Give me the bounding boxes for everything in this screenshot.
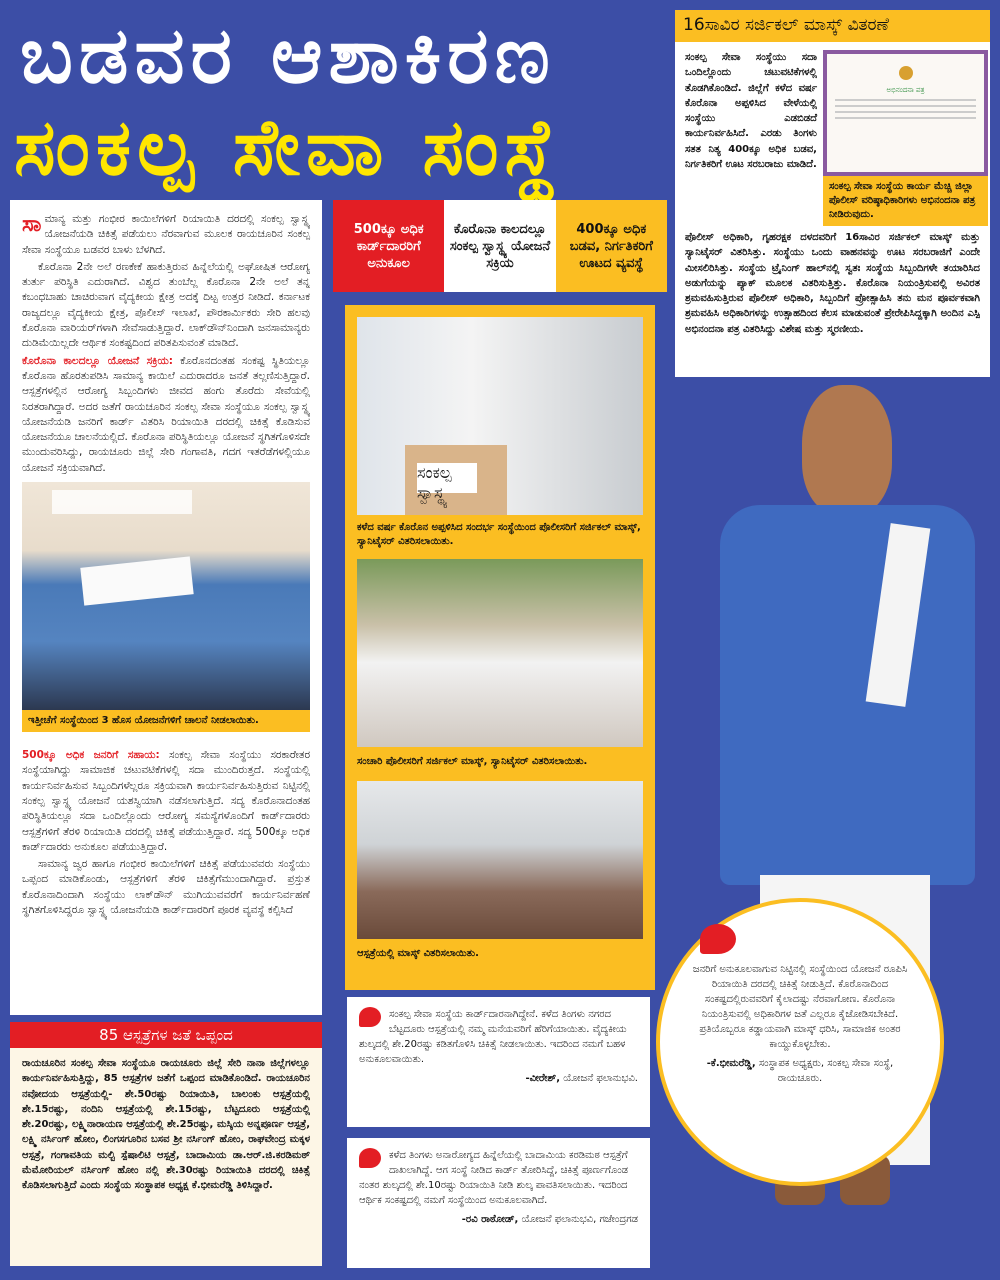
emblem-icon: [899, 66, 913, 80]
quote-author: -ರವಿ ರಾಠೋಡ್,: [461, 1214, 519, 1225]
drop-cap: ಸಾ: [22, 212, 42, 237]
hospitals-heading: 85 ಆಸ್ಪತ್ರೆಗಳ ಜತೆ ಒಪ್ಪಂದ: [10, 1022, 322, 1048]
paragraph: ಸಂಕಲ್ಪ ಸೇವಾ ಸಂಸ್ಥೆಯು ಸರಕಾರೇತರ ಸಂಸ್ಥೆಯಾಗಿದ್ದು ಸಾಮಾಜಿಕ ಚಟುವಟಿಕೆಗಳಲ್ಲಿ ಸದಾ ಮುಂದಿರುತ್ತದೆ. ಸಂಸ್ಥೆಯಲ್ಲಿ ಕಾರ್ಯನಿರ್ವಹಿಸುವ ಸಿಬ್ಬಂದಿಗಳೆಲ್ಲರೂ ಸಕ್ರಿಯವಾಗಿ ಕಾರ್ಯನಿರ್ವಹಿಸುತ್ತಿರುವ ನಿಟ್ಟಿನಲ್ಲಿ ಸಂಕಲ್ಪ ಸ್ವಾಸ್ಥ್ಯ ಯೋಜನೆ ಯಶಸ್ವಿಯಾಗಿ ನಡೆಸಲಾಗುತ್ತಿದೆ. ಸದ್ಯ ಕೊರೊನಾದಂತಹ ಪರಿಸ್ಥಿತಿಯಲ್ಲೂ ಸದಾ ಒಂದಿಲ್ಲೊಂದು ಆರೋಗ್ಯ ಸಮಸ್ಯೆಗಳೊಂದಿಗೆ ಕಾರ್ಡ್‌ದಾರರು ಆಸ್ಪತ್ರೆಗಳಿಗೆ ತೆರಳಿ ರಿಯಾಯಿತಿ ದರದಲ್ಲಿ ಚಿಕಿತ್ಸೆ ಪಡೆಯುತ್ತಿದ್ದಾರೆ. ಸದ್ಯ 500ಕ್ಕೂ ಅಧಿಕ ಕಾರ್ಡ್‌ದಾರರು ಅನುಕೂಲ ಪಡೆಯುತ್ತಿದ್ದಾರೆ.: [22, 749, 311, 853]
speech-bubble-icon: [359, 1148, 381, 1168]
left-article: [10, 200, 322, 1015]
hospitals-box: [10, 1022, 322, 1266]
founder-quote-text: ಜನರಿಗೆ ಅನುಕೂಲವಾಗುವ ನಿಟ್ಟಿನಲ್ಲಿ ಸಂಸ್ಥೆಯಿಂದ ಯೋಜನೆ ರೂಪಿಸಿ ರಿಯಾಯಿತಿ ದರದಲ್ಲಿ ಚಿಕಿತ್ಸೆ ನೀಡುತ್ತಿದೆ. ಕೊರೊನಾದಿಂದ ಸಂಕಷ್ಟದಲ್ಲಿರುವವರಿಗೆ ಕೈಲಾದಷ್ಟು ನೆರವಾಗೋಣ. ಕೊರೊನಾ ನಿಯಂತ್ರಿಸುವಲ್ಲಿ ಅಧಿಕಾರಿಗಳ ಜತೆ ಎಲ್ಲರೂ ಕೈಜೋಡಿಸಬೇಕಿದೆ. ಪ್ರತಿಯೊಬ್ಬರೂ ಕಡ್ಡಾಯವಾಗಿ ಮಾಸ್ಕ್ ಧರಿಸಿ, ಸಾಮಾಜಿಕ ಅಂತರ ಕಾಯ್ದುಕೊಳ್ಳಬೇಕು.: [692, 964, 908, 1050]
headline-line2: ಸಂಕಲ್ಪ ಸೇವಾ ಸಂಸ್ಥೆ: [14, 103, 563, 193]
paragraph: ಪೊಲೀಸ್ ಅಧಿಕಾರಿ, ಗೃಹರಕ್ಷಕ ದಳದವರಿಗೆ 16ಸಾವಿರ ಸರ್ಜಿಕಲ್ ಮಾಸ್ಕ್ ಮತ್ತು ಸ್ಯಾನಿಟೈಸರ್ ವಿತರಿಸಿತ್ತು. ಸಂಸ್ಥೆಯು ಒಂದು ವಾಹನವನ್ನು ಊಟ ಸರಬರಾಜಿಗೆ ಎಂದೇ ಮೀಸಲಿರಿಸಿತ್ತು. ಸಂಸ್ಥೆಯ ಟ್ರೈನಿಂಗ್ ಹಾಲ್‌ನಲ್ಲಿ ಸ್ವತಃ ಸಂಸ್ಥೆಯ ಸಿಬ್ಬಂದಿಗಳೇ ತಯಾರಿಸಿದ ಅಡುಗೆಯನ್ನು ಪ್ಯಾಕ್ ಮೂಲಕ ವಿತರಿಸುತ್ತಿತ್ತು. ಕೊರೊನಾ ನಿಯಂತ್ರಿಸುವಲ್ಲಿ ಅವಿರತ ಶ್ರಮವಹಿಸುತ್ತಿರುವ ಪೊಲೀಸ್ ಅಧಿಕಾರಿ, ಸಿಬ್ಬಂದಿಗೆ ಪ್ರೋತ್ಸಾಹಿಸಿ ತನು ಮನ ಪೂರ್ವಕವಾಗಿ ಶ್ರಮವಹಿಸಿ ಅಧಿಕಾರಿಗಳನ್ನು ಉತ್ಸಾಹದಿಂದ ಕೆಲಸ ಮಾಡುವಂತೆ ಪ್ರೇರೇಪಿಸಿದ್ದಕ್ಕಾಗಿ ಅಂದಿನ ಎಸ್ಪಿ ಅಭಿನಂದನಾ ಪತ್ರ ವಿತರಿಸಿದ್ದು ವಿಶೇಷ ಮತ್ತು ಸ್ಮರಣೀಯ.: [685, 232, 980, 335]
founder-role: ಸಂಸ್ಥಾಪಕ ಅಧ್ಯಕ್ಷರು, ಸಂಕಲ್ಪ ಸೇವಾ ಸಂಸ್ಥೆ, ರಾಯಚೂರು.: [758, 1058, 894, 1084]
highlight-corona: ಕೊರೊನಾ ಕಾಲದಲ್ಲೂ ಸಂಕಲ್ಪ ಸ್ವಾಸ್ಥ್ಯ ಯೋಜನೆ ಸಕ್ರಿಯ: [444, 200, 555, 292]
quote-role: ಯೋಜನೆ ಫಲಾನುಭವಿ, ಗಜೇಂದ್ರಗಡ: [521, 1214, 638, 1225]
quote-text: ಸಂಕಲ್ಪ ಸೇವಾ ಸಂಸ್ಥೆಯ ಕಾರ್ಡ್‌ದಾರನಾಗಿದ್ದೇನೆ. ಕಳೆದ ತಿಂಗಳು ನಗರದ ಬೆಟ್ಟದೂರು ಆಸ್ಪತ್ರೆಯಲ್ಲಿ ನಮ್ಮ ಮನೆಯವರಿಗೆ ಹೆರಿಗೆಯಾಯಿತು. ವೈದ್ಯಕೀಯ ಶುಲ್ಕದಲ್ಲಿ ಶೇ.20ರಷ್ಟು ಕಡಿತಗೊಳಿಸಿ ಚಿಕಿತ್ಸೆ ನೀಡಲಾಯಿತು. ಇದರಿಂದ ನಮಗೆ ಬಹಳ ಅನುಕೂಲವಾಯಿತು.: [359, 1009, 627, 1065]
subheading: ಕೊರೊನಾ ಕಾಲದಲ್ಲೂ ಯೋಜನೆ ಸಕ್ರಿಯ:: [22, 354, 173, 367]
speech-bubble-icon: [359, 1007, 381, 1027]
paragraph: ಕೊರೊನದಂತಹ ಸಂಕಷ್ಟ ಸ್ಥಿತಿಯಲ್ಲೂ ಕೊರೊನಾ ಹೊರತುಪಡಿಸಿ ಸಾಮಾನ್ಯ ಕಾಯಿಲೆ ಎದುರಾದರೂ ಜನತೆ ತಲ್ಲಣಿಸುತ್ತಿದ್ದಾರೆ. ಆಸ್ಪತ್ರೆಗಳಲ್ಲಿನ ಆರೋಗ್ಯ ಸಿಬ್ಬಂದಿಗಳು ಜೀವದ ಹಂಗು ತೊರೆದು ಸೇವೆಯಲ್ಲಿ ನಿರತರಾಗಿದ್ದಾರೆ. ಅದರ ಜತೆಗೆ ರಾಯಚೂರಿನ ಸಂಕಲ್ಪ ಸೇವಾ ಸಂಸ್ಥೆಯೂ ಸಂಕಲ್ಪ ಸ್ವಾಸ್ಥ್ಯ ಯೋಜನೆಯಡಿ ಜನರಿಗೆ ಕಾರ್ಡ್ ವಿತರಿಸಿ ರಿಯಾಯಿತಿ ದರದಲ್ಲಿ ಚಿಕಿತ್ಸೆ ಕೊಡಿಸುವ ಯೋಜನೆಯೂ ಚಾಲನೆಯಲ್ಲಿದೆ. ಕೊರೊನಾ ಪರಿಸ್ಥಿತಿಯಲ್ಲೂ ಯೋಜನೆ ಸ್ಥಗಿತಗೊಳಿಸದೇ ಮುಂದುವರಿಸಿದ್ದು, ರಾಯಚೂರು ಜಿಲ್ಲೆ ಸೇರಿ ಗಂಗಾವತಿ, ಗದಗ ಇತರೆಡೆಗಳಲ್ಲಿಯೂ ಯೋಜನೆ ಸಕ್ರಿಯವಾಗಿದೆ.: [22, 354, 310, 474]
speech-bubble-icon: [700, 924, 736, 954]
certificate-title: ಅಭಿನಂದನಾ ಪತ್ರ: [886, 86, 925, 94]
police-mask-photo: [357, 317, 643, 515]
founder-name: -ಕೆ.ಭೀಮರೆಡ್ಡಿ,: [706, 1058, 756, 1069]
right-heading: 16ಸಾವಿರ ಸರ್ಜಿಕಲ್ ಮಾಸ್ಕ್ ವಿತರಣೆ: [675, 10, 990, 42]
testimonial-veeresh: [347, 997, 650, 1127]
hospital-photo: [357, 781, 643, 939]
hospitals-text: ರಾಯಚೂರಿನ ಸಂಕಲ್ಪ ಸೇವಾ ಸಂಸ್ಥೆಯೂ ರಾಯಚೂರು ಜಿಲ್ಲೆ ಸೇರಿ ನಾನಾ ಜಿಲ್ಲೆಗಳಲ್ಲೂ ಕಾರ್ಯನಿರ್ವಹಿಸುತ್ತಿದ್ದು, 85 ಆಸ್ಪತ್ರೆಗಳ ಜತೆಗೆ ಒಪ್ಪಂದ ಮಾಡಿಕೊಂಡಿದೆ. ರಾಯಚೂರಿನ ನವೋದಯ ಆಸ್ಪತ್ರೆಯಲ್ಲಿ- ಶೇ.50ರಷ್ಟು ರಿಯಾಯಿತಿ, ಬಾಲಂಕು ಆಸ್ಪತ್ರೆಯಲ್ಲಿ ಶೇ.15ರಷ್ಟು, ನಂದಿನಿ ಆಸ್ಪತ್ರೆಯಲ್ಲಿ ಶೇ.15ರಷ್ಟು, ಬೆಟ್ಟದೂರು ಆಸ್ಪತ್ರೆಯಲ್ಲಿ ಶೇ.20ರಷ್ಟು, ಲಕ್ಷ್ಮಿನಾರಾಯಣ ಆಸ್ಪತ್ರೆಯಲ್ಲಿ ಶೇ.25ರಷ್ಟು, ಮಸ್ಕಿಯ ಅನ್ನಪೂರ್ಣ ಆಸ್ಪತ್ರೆ, ಲಕ್ಷ್ಮಿ ನರ್ಸಿಂಗ್ ಹೋಂ, ಲಿಂಗಸಗೂರಿನ ಬಸವ ಶ್ರೀ ನರ್ಸಿಂಗ್ ಹೋಂ, ರಾಘವೇಂದ್ರ ಮಕ್ಕಳ ಆಸ್ಪತ್ರೆ, ಗಂಗಾವತಿಯ ಮಲ್ಟಿ ಸ್ಪೆಷಾಲಿಟಿ ಆಸ್ಪತ್ರೆ, ಬಾದಾಮಿಯ ಡಾ.ಆರ್.ಜಿ.ಕರಡಿಮಠ್ ಮೆಮೋರಿಯಲ್ ನರ್ಸಿಂಗ್ ಹೋಂ ನಲ್ಲಿ ಶೇ.30ರಷ್ಟು ರಿಯಾಯಿತಿ ದರದಲ್ಲಿ ಚಿಕಿತ್ಸೆ ಕೊಡಿಸಲಾಗುತ್ತಿದೆ ಎಂದು ಸಂಸ್ಥೆಯ ಸಂಸ್ಥಾಪಕ ಅಧ್ಯಕ್ಷ ಕೆ.ಭೀಮರೆಡ್ಡಿ ತಿಳಿಸಿದ್ದಾರೆ.: [22, 1058, 310, 1192]
photo-caption: ಆಸ್ಪತ್ರೆಯಲ್ಲಿ ಮಾಸ್ಕ್ ವಿತರಿಸಲಾಯಿತು.: [357, 939, 643, 969]
photo-caption: ಸಂಚಾರಿ ಪೊಲೀಸರಿಗೆ ಸರ್ಜಿಕಲ್ ಮಾಸ್ಕ್, ಸ್ಯಾನಿಟೈಸರ್ ವಿತರಿಸಲಾಯಿತು.: [357, 747, 643, 777]
founder-quote-circle: [656, 898, 944, 1186]
quote-text: ಕಳೆದ ತಿಂಗಳು ಅನಾರೋಗ್ಯದ ಹಿನ್ನೆಲೆಯಲ್ಲಿ ಬಾದಾಮಿಯ ಕರಡಿಮಠ ಆಸ್ಪತ್ರೆಗೆ ದಾಖಲಾಗಿದ್ದೆ. ಆಗ ಸಂಸ್ಥೆ ನೀಡಿದ ಕಾರ್ಡ್ ತೋರಿಸಿದ್ದೆ, ಚಿಕಿತ್ಸೆ ಪೂರ್ಣಗೊಂಡ ನಂತರ ಶುಲ್ಕದಲ್ಲಿ ಶೇ.10ರಷ್ಟು ರಿಯಾಯಿತಿ ನೀಡಿ ಶುಲ್ಕ ಪಾವತಿಸಲಾಯಿತು. ಇದರಿಂದ ಆರ್ಥಿಕ ಸಂಕಷ್ಟದಲ್ಲಿ ನಮಗೆ ಸಂಸ್ಥೆಯಿಂದ ಅನುಕೂಲವಾಗಿದೆ.: [359, 1150, 629, 1206]
staff-group-photo: [22, 482, 310, 710]
paragraph: ಸಾಮಾನ್ಯ ಜ್ವರ ಹಾಗೂ ಗಂಭೀರ ಕಾಯಿಲೆಗಳಿಗೆ ಚಿಕಿತ್ಸೆ ಪಡೆಯುವವರು ಸಂಸ್ಥೆಯು ಒಪ್ಪಂದ ಮಾಡಿಕೊಂಡು, ಆಸ್ಪತ್ರೆಗಳಿಗೆ ತೆರಳಿ ಚಿಕಿತ್ಸೆಗೆಮುಂದಾಗಿದ್ದಾರೆ. ಪ್ರಸ್ತುತ ಕೊರೊನಾದಿಂದಾಗಿ ಸಂಸ್ಥೆಯು ಲಾಕ್‌ಡೌನ್ ಮುಗಿಯುವವರೆಗೆ ಕಾರ್ಯನಿರ್ವಹಣೆ ಸ್ಥಗಿತಗೊಳಿಸಿದ್ದರೂ ಸ್ವಾಸ್ಥ್ಯ ಯೋಜನೆಯಡಿ ಕಾರ್ಡ್‌ದಾರರಿಗೆ ಪೂರಕ ವ್ಯವಸ್ಥೆ ಕಲ್ಪಿಸಿದೆ: [22, 858, 310, 917]
traffic-police-photo: [357, 559, 643, 747]
paragraph: ಕೊರೊನಾ 2ನೇ ಅಲೆ ರಣಕೇಕೆ ಹಾಕುತ್ತಿರುವ ಹಿನ್ನೆಲೆಯಲ್ಲಿ ಅಘೋಷಿತ ಆರೋಗ್ಯ ತುರ್ತು ಪರಿಸ್ಥಿತಿ ಎದುರಾಗಿದೆ. ವಿಶ್ವದ ತುಂಬೆಲ್ಲ ಕೊರೊನಾ 2ನೇ ಅಲೆ ತನ್ನ ಕಬಂಧಬಾಹು ಚಾಚಿರುವಾಗ ವೈದ್ಯಕೀಯ ಕ್ಷೇತ್ರ ಅದಕ್ಕೆ ದಿಟ್ಟ ಉತ್ತರ ನೀಡಿದೆ. ಕರ್ನಾಟಕ ರಾಜ್ಯದಲ್ಲೂ ವೈದ್ಯಕೀಯ ಕ್ಷೇತ್ರ, ಪೊಲೀಸ್ ಇಲಾಖೆ, ಪೌರಕಾರ್ಮಿಕರು ಸೇರಿ ಹಲವು ಕೊರೊನಾ ವಾರಿಯರ್‌ಗಳಾಗಿ ಸೇವೆಸಾಡುತ್ತಿದ್ದಾರೆ. ಲಾಕ್‌ಡೌನ್‌ನಿಂದಾಗಿ ಜನಸಾಮಾನ್ಯರು ದುಡಿಮೆಯಿಲ್ಲದೇ ಆರ್ಥಿಕ ಸಂಕಷ್ಟದಿಂದ ಪರಿತಪಿಸುವಂತೆ ಮಾಡಿದೆ.: [22, 260, 310, 350]
photo-caption: ಇತ್ತೀಚೆಗೆ ಸಂಸ್ಥೆಯಿಂದ 3 ಹೊಸ ಯೋಜನೆಗಳಿಗೆ ಚಾಲನೆ ನೀಡಲಾಯಿತು.: [22, 710, 310, 732]
quote-role: ಯೋಜನೆ ಫಲಾನುಭವಿ.: [563, 1073, 638, 1084]
certificate-image: [823, 50, 988, 176]
certificate-block: [823, 50, 988, 226]
box-label: ಸಂಕಲ್ಪ ಸ್ವಾಸ್ಥ್ಯ: [417, 463, 477, 493]
highlight-strip: [333, 200, 667, 292]
highlight-cards: 500ಕ್ಕೂ ಅಧಿಕ ಕಾರ್ಡ್‌ದಾರರಿಗೆ ಅನುಕೂಲ: [333, 200, 444, 292]
quote-author: -ವೀರೇಶ್,: [525, 1073, 561, 1084]
testimonial-ravi: [347, 1138, 650, 1268]
subheading: 500ಕ್ಕೂ ಅಧಿಕ ಜನರಿಗೆ ಸಹಾಯ:: [22, 749, 160, 762]
headline-line1: ಬಡವರ ಆಶಾಕಿರಣ: [20, 11, 556, 101]
intro-paragraph: ಮಾನ್ಯ ಮತ್ತು ಗಂಭೀರ ಕಾಯಿಲೆಗಳಿಗೆ ರಿಯಾಯಿತಿ ದರದಲ್ಲಿ ಸಂಕಲ್ಪ ಸ್ವಾಸ್ಥ್ಯ ಯೋಜನೆಯಡಿ ಚಿಕಿತ್ಸೆ ಪಡೆಯಲು ನೆರವಾಗುವ ಮೂಲಕ ರಾಯಚೂರಿನ ಸಂಕಲ್ಪ ಸೇವಾ ಸಂಸ್ಥೆಯೂ ಬಡವರ ಬಾಳು ಬೆಳಗಿದೆ.: [22, 213, 310, 256]
highlight-food: 400ಕ್ಕೂ ಅಧಿಕ ಬಡವ, ನಿರ್ಗತಿಕರಿಗೆ ಊಟದ ವ್ಯವಸ್ಥೆ: [556, 200, 667, 292]
paragraph: ಸಂಕಲ್ಪ ಸೇವಾ ಸಂಸ್ಥೆಯು ಸದಾ ಒಂದಿಲ್ಲೊಂದು ಚಟುವಟಿಕೆಗಳಲ್ಲಿ ತೊಡಗಿಕೊಂಡಿದೆ. ಜಿಲ್ಲೆಗೆ ಕಳೆದ ವರ್ಷ ಕೊರೊನಾ ಅಪ್ಪಳಿಸಿದ ವೇಳೆಯಲ್ಲಿ ಸಂಸ್ಥೆಯು ಎಡಬಿಡದೆ ಕಾರ್ಯನಿರ್ವಹಿಸಿದೆ. ಎರಡು ತಿಂಗಳು ಸತತ ನಿತ್ಯ 400ಕ್ಕೂ ಅಧಿಕ ಬಡವ, ನಿರ್ಗತಿಕರಿಗೆ ಊಟ ಸರಬರಾಜು ಮಾಡಿದೆ.: [685, 52, 817, 171]
photo-column: [345, 305, 655, 990]
certificate-caption: ಸಂಕಲ್ಪ ಸೇವಾ ಸಂಸ್ಥೆಯ ಕಾರ್ಯ ಮೆಚ್ಚಿ ಜಿಲ್ಲಾ ಪೊಲೀಸ್ ವರಿಷ್ಠಾಧಿಕಾರಿಗಳು ಅಭಿನಂದನಾ ಪತ್ರ ನೀಡಿರುವುದು.: [823, 176, 988, 226]
photo-caption: ಕಳೆದ ವರ್ಷ ಕೊರೊನ ಅಪ್ಪಳಿಸಿದ ಸಂದರ್ಭ ಸಂಸ್ಥೆಯಿಂದ ಪೊಲೀಸರಿಗೆ ಸರ್ಜಿಕಲ್ ಮಾಸ್ಕ್, ಸ್ಯಾನಿಟೈಸರ್ ವಿತರಿಸಲಾಯಿತು.: [357, 515, 643, 555]
right-article: [675, 42, 990, 377]
